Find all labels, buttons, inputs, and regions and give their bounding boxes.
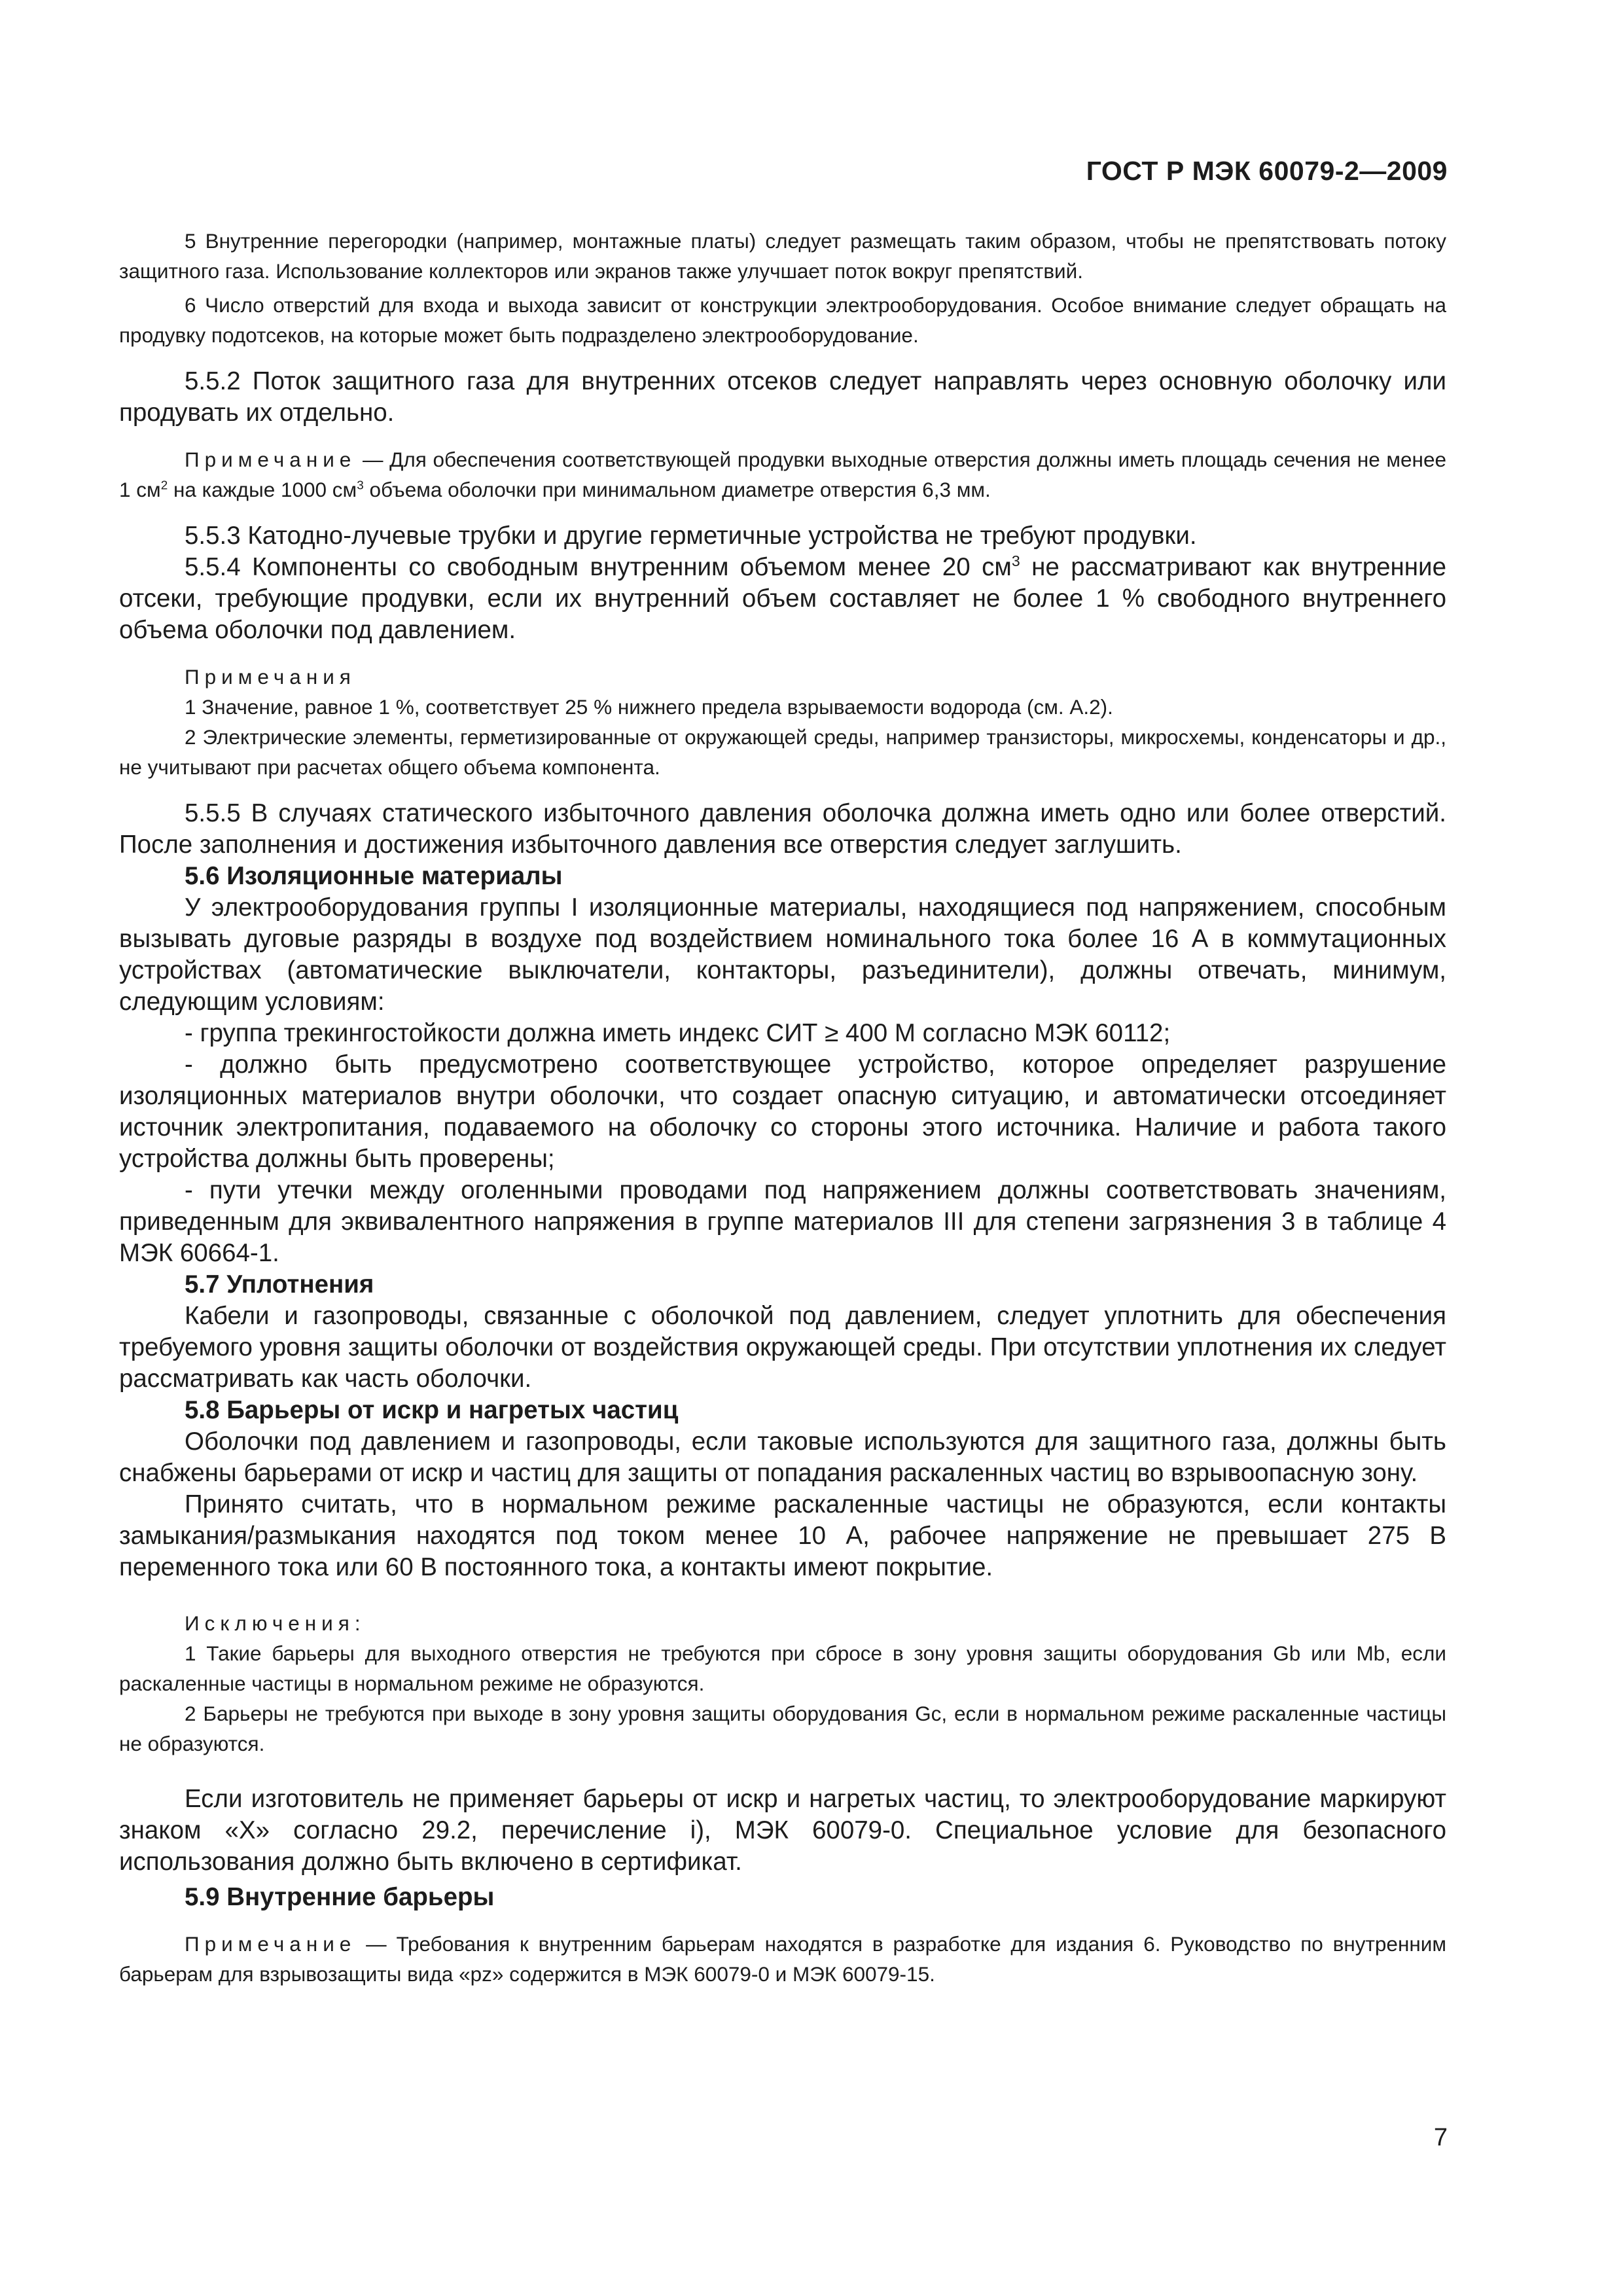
- section-5-6-item-1: - группа трекингостойкости должна иметь индекс СИТ ≥ 400 М согласно МЭК 60112;: [185, 1019, 1171, 1047]
- note-5-9: [119, 1929, 1446, 1989]
- section-heading-5-7: 5.7 Уплотнения: [185, 1270, 374, 1299]
- note-5: 5 Внутренние перегородки (например, монтажные платы) следует размещать таким образом, чтобы не препятствовать потоку защитного газа. Использование коллекторов или экранов также улучшает поток вокруг препятствий.: [119, 229, 1446, 283]
- note-2: 2 Электрические элементы, герметизированные от окружающей среды, например транзисторы, микросхемы, конденсаторы и др., не учитывают при расчетах общего объема компонента.: [119, 725, 1446, 779]
- section-5-6-intro: У электрооборудования группы I изоляционные материалы, находящиеся под напряжением, способным вызывать дуговые разряды в воздухе под воздействием номинального тока более 16 А в коммутационных устройствах (автоматические выключатели, контакторы, разъединители), должны отвечать, минимум, следующим условиям:: [119, 893, 1446, 1016]
- note-text: Требования к внутренним барьерам находятся в разработке для издания 6. Руководство по внутренним барьерам для взрывозащиты вида «pz» содержится в МЭК 60079-0 и МЭК 60079-15.: [119, 1932, 1446, 1986]
- page-number: 7: [1433, 2124, 1448, 2151]
- clause-5-5-2: 5.5.2 Поток защитного газа для внутренних отсеков следует направлять через основную оболочку или продувать их отдельно.: [119, 367, 1446, 427]
- superscript-3: 3: [357, 478, 364, 493]
- exceptions-label: Исключения:: [185, 1611, 366, 1635]
- note-label: Примечание: [185, 448, 357, 471]
- notes-label: Примечания: [185, 665, 356, 689]
- section-5-6-item-2: - должно быть предусмотрено соответствующее устройство, которое определяет разрушение изоляционных материалов внутри оболочки, что создает опасную ситуацию, и автоматически отсоединяет источник электропитания, подаваемого на оболочку со стороны этого источника. Наличие и работа такого устройства должны быть проверены;: [119, 1050, 1446, 1173]
- note-text-a: Для обеспечения соответствующей продувки выходные отверстия должны иметь площадь сечения не менее 1 см: [119, 448, 1446, 501]
- section-5-8-paragraph-3: Если изготовитель не применяет барьеры от искр и нагретых частиц, то электрооборудование маркируют знаком «X» согласно 29.2, перечисление i), МЭК 60079-0. Специальное условие для безопасного использования должно быть включено в сертификат.: [119, 1785, 1446, 1876]
- note-dash: —: [356, 448, 390, 471]
- document-header: ГОСТ Р МЭК 60079-2—2009: [1086, 156, 1448, 186]
- exception-2: 2 Барьеры не требуются при выходе в зону уровня защиты оборудования Gc, если в нормальном режиме раскаленные частицы не образуются.: [119, 1702, 1446, 1755]
- note-dash: —: [356, 1932, 397, 1956]
- page-content: [119, 226, 1446, 1989]
- section-5-8-paragraph-2: Принято считать, что в нормальном режиме раскаленные частицы не образуются, если контакты замыкания/размыкания находятся под током менее 10 А, рабочее напряжение не превышает 275 В переменного тока или 60 В постоянного тока, а контакты имеют покрытие.: [119, 1490, 1446, 1581]
- note-1: 1 Значение, равное 1 %, соответствует 25 % нижнего предела взрываемости водорода (см. А.2).: [185, 695, 1113, 719]
- note-text-c: объема оболочки при минимальном диаметре отверстия 6,3 мм.: [363, 478, 991, 501]
- section-heading-5-6: 5.6 Изоляционные материалы: [185, 862, 563, 890]
- clause-5-5-4-text-a: 5.5.4 Компоненты со свободным внутренним объемом менее 20 см: [185, 553, 1012, 581]
- section-5-8-paragraph-1: Оболочки под давлением и газопроводы, если таковые используются для защитного газа, должны быть снабжены барьерами от искр и частиц для защиты от попадания раскаленных частиц во взрывоопасную зону.: [119, 1427, 1446, 1487]
- section-heading-5-8: 5.8 Барьеры от искр и нагретых частиц: [185, 1396, 679, 1424]
- clause-5-5-5: 5.5.5 В случаях статического избыточного давления оболочка должна иметь одно или более отверстий. После заполнения и достижения избыточного давления все отверстия следует заглушить.: [119, 799, 1446, 859]
- note-6: 6 Число отверстий для входа и выхода зависит от конструкции электрооборудования. Особое внимание следует обращать на продувку подотсеков, на которые может быть подразделено электрооборудование.: [119, 293, 1446, 347]
- section-5-6-item-3: - пути утечки между оголенными проводами под напряжением должны соответствовать значениям, приведенным для эквивалентного напряжения в группе материалов III для степени загрязнения 3 в таблице 4 МЭК 60664-1.: [119, 1176, 1446, 1267]
- superscript-2: 2: [160, 478, 168, 493]
- note-text-b: на каждые 1000 см: [168, 478, 357, 501]
- note-label: Примечание: [185, 1932, 357, 1956]
- clause-5-5-4-text-b: не рассматривают как внутренние отсеки, требующие продувки, если их внутренний объем составляет не более 1 % свободного внутреннего объема оболочки под давлением.: [119, 553, 1446, 644]
- section-heading-5-9: 5.9 Внутренние барьеры: [185, 1883, 495, 1911]
- note-5-5-2: [119, 444, 1446, 505]
- superscript-3: 3: [1011, 552, 1020, 570]
- clause-5-5-4: [119, 552, 1446, 646]
- section-5-7-text: Кабели и газопроводы, связанные с оболочкой под давлением, следует уплотнить для обеспечения требуемого уровня защиты оболочки от воздействия окружающей среды. При отсутствии уплотнения их следует рассматривать как часть оболочки.: [119, 1302, 1446, 1393]
- clause-5-5-3: 5.5.3 Катодно-лучевые трубки и другие герметичные устройства не требуют продувки.: [185, 522, 1197, 550]
- exception-1: 1 Такие барьеры для выходного отверстия не требуются при сбросе в зону уровня защиты оборудования Gb или Mb, если раскаленные частицы в нормальном режиме не образуются.: [119, 1641, 1446, 1695]
